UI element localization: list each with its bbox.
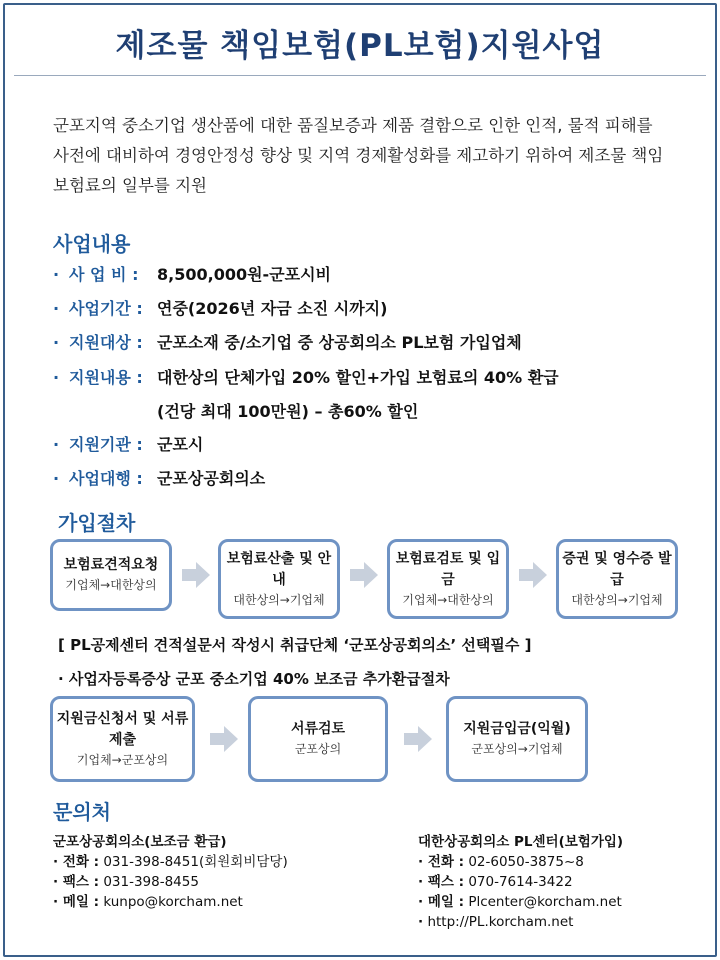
right-arrow-icon [519,562,547,588]
contact-right-head: 대한상공회의소 PL센터(보험가입) [418,834,624,850]
contact-right [418,832,623,932]
refund-step-2 [248,696,388,782]
row-value: 군포상공회의소 [157,469,266,488]
bullet: · [53,368,60,387]
step-title: 서류검토 [290,721,346,737]
business-row-period [53,298,387,320]
step-title: 보험료견적요청 [63,557,159,573]
row-label: 지원내용 : [69,368,143,387]
contact-value: kunpo@korcham.net [103,894,243,910]
contact-heading: 문의처 [53,800,111,824]
contact-key: · 메일 : [418,894,465,910]
step-sub: 대한상의→기업체 [233,592,325,607]
contact-key: · [418,914,424,930]
step-sub: 기업체→대한상의 [65,578,157,592]
procedure-step-3 [387,539,509,619]
procedure-heading: 가입절차 [58,511,136,535]
right-arrow-icon [210,726,238,752]
step-title: 보험료검토 및 입금 [395,550,501,588]
row-label: 사업기간 : [69,299,143,318]
business-row-budget [53,264,331,286]
row-value: 군포시 [157,435,204,454]
bullet: · [53,333,60,352]
step-sub: 군포상의→기업체 [471,742,563,756]
contact-value: Plcenter@korcham.net [468,894,622,910]
business-row-content [53,367,559,389]
business-heading: 사업내용 [53,232,131,256]
contact-left [53,832,288,912]
step-sub: 기업체→군포상의 [76,752,169,767]
step-sub: 군포상의 [294,742,342,756]
contact-email [418,892,623,912]
bullet: · [53,299,60,318]
contact-key: · 전화 : [53,854,100,870]
step-sub: 대한상의→기업체 [571,592,663,607]
contact-left-head: 군포상공회의소(보조금 환급) [53,834,227,850]
contact-key: · 메일 : [53,894,100,910]
contact-key: · 팩스 : [53,874,100,890]
business-row-agency [53,434,203,456]
business-row-proxy [53,468,265,490]
contact-fax [53,872,288,892]
procedure-subnote: · 사업자등록증상 군포 중소기업 40% 보조금 추가환급절차 [58,670,450,688]
contact-fax [418,872,623,892]
row-label: 지원대상 : [69,333,143,352]
right-arrow-icon [182,562,210,588]
business-row-target [53,332,522,354]
business-content-continuation: (건당 최대 100만원) – 총60% 할인 [157,402,419,421]
right-arrow-icon [350,562,378,588]
row-value: 대한상의 단체가입 20% 할인+가입 보험료의 40% 환급 [157,368,559,387]
step-title: 보험료산출 및 안내 [226,550,332,588]
contact-email [53,892,288,912]
row-value: 연중(2026년 자금 소진 시까지) [157,299,388,318]
contact-phone [418,852,623,872]
step-title: 지원금입금(익월) [463,721,571,737]
row-label: 지원기관 : [69,435,143,454]
row-label: 사 업 비 : [69,265,139,284]
right-arrow-icon [404,726,432,752]
contact-website [418,912,623,932]
step-sub: 기업체→대한상의 [402,592,494,607]
procedure-step-4 [556,539,678,619]
step-title: 증권 및 영수증 발급 [562,550,672,588]
contact-key: · 전화 : [418,854,465,870]
row-value: 군포소재 중/소기업 중 상공회의소 PL보험 가입업체 [157,333,522,352]
page-title: 제조물 책임보험(PL보험)지원사업 [115,28,605,64]
refund-step-3 [446,696,588,782]
bullet: · [53,435,60,454]
contact-key: · 팩스 : [418,874,465,890]
procedure-step-2 [218,539,340,619]
title-divider [14,75,706,76]
procedure-step-1 [50,539,172,611]
contact-phone [53,852,288,872]
refund-step-1 [50,696,195,782]
row-value: 8,500,000원-군포시비 [157,265,332,284]
step-title: 지원금신청서 및 서류 제출 [56,710,189,748]
intro-paragraph: 군포지역 중소기업 생산품에 대한 품질보증과 제품 결함으로 인한 인적, 물적 피해를 사전에 대비하여 경영안정성 향상 및 지역 경제활성화를 제고하기 위하여 제조물 책임보험료의 일부를 지원 [53,116,664,195]
contact-value: 02-6050-3875~8 [468,854,584,870]
contact-value: 031-398-8451(회원회비담당) [103,854,288,870]
row-label: 사업대행 : [69,469,143,488]
bullet: · [53,469,60,488]
bullet: · [53,265,60,284]
contact-value: 070-7614-3422 [468,874,573,890]
contact-value: http://PL.korcham.net [427,914,574,930]
procedure-notice: [ PL공제센터 견적설문서 작성시 취급단체 ‘군포상공회의소’ 선택필수 ] [58,636,532,654]
contact-value: 031-398-8455 [103,874,199,890]
